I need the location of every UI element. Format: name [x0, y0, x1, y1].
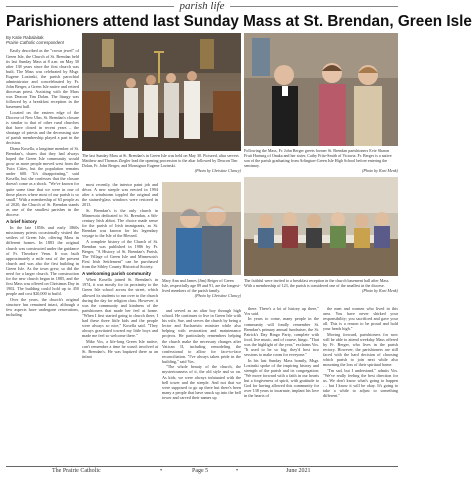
- footer-publication: The Prairie Catholic: [52, 468, 101, 474]
- headline: Parishioners attend last Sunday Mass at St. Brendan, Green Isle: [6, 13, 472, 30]
- paragraph: In his last Sunday Mass homily, Msgr. Lozinski spoke of the inspiring history and strength of the parish and its congregation: "We move forward with a faith in our hearts but a forgiveness of spirit, with gratitude to God for having allowed this community for over 138 years to incarnate, implant his love in the hearts of: [244, 357, 319, 399]
- paragraph: Over the years, the church's original structure has remained intact, although a few aspects have undergone renovations, including: [6, 296, 79, 318]
- caption-text: The last Sunday Mass at St. Brendan's in Green Isle was held on May 30. Pictured, altar servers Matthew and Thomas Ziegler lead the opening procession to the altar followed by Deacon Tim Dolan, Fr. John Berger, and Monsignor Eugene Lozinski.: [82, 153, 239, 168]
- photo-breakfast-caption: [244, 278, 398, 293]
- photo-credit: (Photo by Kari Menk): [361, 288, 398, 293]
- article-column-2: [82, 182, 158, 359]
- paragraph: and served as an altar boy through high school. He continues to live in Green Isle with his wife, Sue, and serves the church by being a lector and Eucharistic minister while also helping with restoration and maintenance projects. He particularly remembers helping the church make the necessary changes after Vatican II, including remodeling the confessional to allow for face-to-face reconciliation. "I've always taken pride in the building," said Vos.: [162, 308, 241, 364]
- paragraph: there. There's a lot of history up there," Vos said.: [244, 306, 319, 317]
- paragraph: Easily described as the "crown jewel" of Green Isle, the Church of St. Brendan held its last Sunday Mass at 8 a.m. on May 30 after 138 years since the first church was built. The Mass was celebrated by Msgr. Eugene Lozinski, the parish parochial administrator and concelebrated by Fr. John Berger, a Green Isle native and retired diocesan priest. Assisting with the Mass was Deacon Tim Dolan. The liturgy was followed by a breakfast reception in the basement hall.: [6, 48, 79, 110]
- footer-rule: [6, 466, 398, 467]
- paragraph: In the late 1850s and early 1860s missionary priests occasionally visited the settlers of Green Isle, offering Mass in different homes. In 1883 the original church was constructed under the guidance of Fr. Theodore Venn. It was built approximately a mile east of the present church and was also the first building in Green Isle. As the town grew, so did the need for a larger church. The construction for the new church began in 1885, and the first Mass was offered on Christmas Day in 1902. The building could hold up to 450 people and cost $20,000 to build.: [6, 225, 79, 297]
- photo-greeting-caption: [244, 148, 398, 173]
- paragraph: "I'm sad, but I understand," admits Vos. "We've really feeling the best direction for us. We don't know what's going to happen … but I know it will be okay. It's going to take a while to adjust to something different.": [323, 367, 398, 399]
- section-label: [0, 0, 404, 12]
- article-column-5: [323, 306, 398, 399]
- section-label-text: parish life: [174, 0, 231, 12]
- paragraph: most recently, the interior paint job and décor. A new steeple was erected in 1994 after a windstorm toppled the original and the stained-glass windows were restored in 2013.: [82, 182, 158, 208]
- photo-credit: (Photo by Christine Clancy): [194, 168, 241, 173]
- caption-text: The faithful were invited to a breakfast reception in the church basement hall after Mass. With a membership of 123, the parish is considered one of the smallest in the diocese.: [244, 278, 390, 288]
- paragraph: Diana Kosella, a longtime member of St. Brendan's, shares that they had always hoped the Green Isle community would grow as more people moved west from the Twin Cities, but the population remains under 600. "It's disappointing," said Kosella, but she confesses that the closure doesn't come as a shock. "We've known for quite some time that we were in one of those places where most of our parish is so small." With a membership of 63 people as of 2020, the Church of St. Brendan stands as one of the smallest parishes in the diocese.: [6, 145, 79, 217]
- byline-role: Prairie Catholic correspondent: [6, 40, 64, 46]
- article-column-4: [244, 306, 319, 399]
- byline-name: By Katie Rabalaitak: [6, 35, 44, 40]
- photo-credit: (Photo by Christine Clancy): [194, 293, 241, 298]
- photo-couple-caption: [162, 278, 241, 298]
- photo-breakfast: [244, 177, 398, 276]
- caption-text: Following the Mass, Fr. John Berger greets former St. Brendan parishioners Evie Sharon Fruit Hartung of Onaka and her sister, Cathy Fritz-Smith of Victoria. Fr. Berger is a native son of the parish graduating from Arlington-Green Isle High School before entering the seminary.: [244, 148, 392, 168]
- byline: [6, 35, 79, 45]
- footer-separator: •: [160, 468, 163, 474]
- footer-page: Page 5: [192, 468, 209, 474]
- paragraph: In years to come, many people in the community will fondly remember St. Brendan's primary annual fundraiser, the St. Patrick's Day Bingo Party, complete with food, live music, and of course, bingo. "That was the highlight of the year," exclaims Vos. "It used to be so big; they'd host two sessions to make room for everyone.": [244, 316, 319, 358]
- photo-procession-caption: [82, 153, 241, 173]
- paragraph: the men and women who lived in this area. You have never shirked your responsibility; you sacrificed and gave your all. This is a reason to be proud and hold your heads high.": [323, 306, 398, 332]
- paragraph: Mike Vos, a life-long Green Isle native, can't remember a time he wasn't involved at St. Brendan's. He was baptized there as an infant: [82, 338, 158, 359]
- paragraph: A complete history of the Church of St. Brendan was published in 1986 by Fr. Berger, "A History of St. Brendan's Parish, The Village of Green Isle and Minnesota's First Irish Settlement" can be purchased from the Sibley County Historical Society.: [82, 238, 158, 270]
- article-column-3: [162, 308, 241, 400]
- footer-separator: •: [236, 468, 239, 474]
- subheading-brief-history: A brief history: [6, 219, 37, 225]
- caption-text: Mary Ann and James (Jim) Reiger of Green Isle, respectfully age 89 and 91, are the longest-lived members of the parish family.: [162, 278, 241, 293]
- footer-date: June 2021: [286, 468, 311, 474]
- couple-image: [162, 182, 241, 275]
- procession-image: [82, 33, 241, 151]
- paragraph: Moving forward, parishioners for now will be able to attend weekday Mass offered by Fr. Berger, who lives in the parish rectory. However, the parishioners are still faced with the hard decision of choosing which parish to join next while also mourning the loss of their spiritual home.: [323, 331, 398, 368]
- photo-procession: [82, 33, 241, 151]
- article-column-1: [6, 35, 79, 317]
- paragraph: "The whole beauty of the church, the mysteriousness of it, the old style and so on. As kids, we were always infatuated with the bell tower and the steeple. And not that we were supposed to go up there but there's been many a people that have snuck up into the bell tower and carved their names up: [162, 364, 241, 400]
- greeting-image: [244, 33, 398, 146]
- photo-greeting: [244, 33, 398, 146]
- paragraph: Located on the eastern edge of the Diocese of New Ulm, St. Brendan's closure is similar to that of other rural churches that have closed in recent years – the shortage of priests and the decreasing size of parish membership played a part in the decision.: [6, 109, 79, 146]
- subheading-welcoming: A welcoming parish community: [82, 271, 152, 277]
- photo-credit: (Photo by Kari Menk): [361, 168, 398, 173]
- breakfast-image: [244, 177, 398, 276]
- paragraph: When Kosella joined St. Brendan's in 1974, it was mostly for its proximity to the Green Isle school across the street, which allowed its students to run over to the church during the day for religion class. However, it was the community and kindness of the parishioners that made her feel at home. "When I first started going to church there, I had these three little kids and the people were always so nice," Kosella said. "They always gravitated toward my little boys and made me feel so welcome there.": [82, 277, 158, 339]
- paragraph: St. Brendan's is the only church in Minnesota dedicated to St. Brendan, a 6th-century Irish abbot. The choice made sense for the parish of Irish immigrants, as St. Brendan was known for his legendary voyage to the Isle of the Blessed.: [82, 207, 158, 239]
- photo-couple: [162, 182, 241, 275]
